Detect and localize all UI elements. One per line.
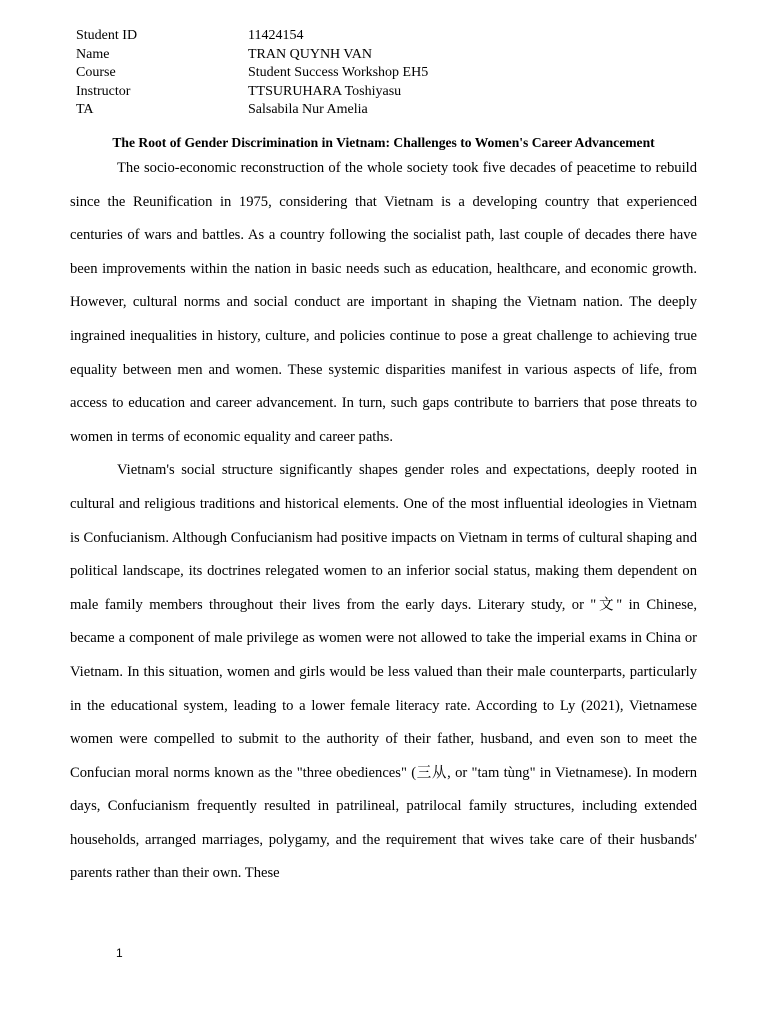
instructor-row: [76, 83, 428, 102]
instructor-label: Instructor: [76, 83, 131, 99]
ta-value: Salsabila Nur Amelia: [248, 102, 368, 117]
course-row: [76, 64, 428, 83]
ta-row: [76, 101, 428, 120]
course-label: Course: [76, 65, 116, 80]
name-row: [76, 46, 428, 65]
ta-label: TA: [76, 102, 94, 117]
paragraph: Vietnam's social structure significantly shapes gender roles and expectations, deeply rooted in cultural and religious traditions and historical elements. One of the most influential ideologies in Vietnam is Confucianism. Although Confucianism had positive impacts on Vietnam in terms of cultural shaping and political landscape, its doctrines relegated women to an inferior social status, making them dependent on male family members throughout their lives from the early days. Literary study, or "文" in Chinese, became a component of male privilege as women were not allowed to take the imperial exams in China or Vietnam. In this situation, women and girls would be less valued than their male counterparts, particularly in the educational system, leading to a lower female literacy rate. According to Ly (2021), Vietnamese women were compelled to submit to the authority of their father, husband, and even son to meet the Confucian moral norms known as the "three obediences" (三从, or "tam tùng" in Vietnamese). In modern days, Confucianism frequently resulted in patrilineal, patrilocal family structures, including extended households, arranged marriages, polygamy, and the requirement that wives take care of their husbands' parents rather than their own. These: [70, 462, 697, 882]
student-info-table: [76, 27, 428, 120]
name-value: TRAN QUYNH VAN: [248, 46, 372, 62]
document-title: The Root of Gender Discrimination in Vietnam: Challenges to Women's Career Advancement: [112, 135, 655, 150]
instructor-value: TTSURUHARA Toshiyasu: [248, 83, 402, 99]
student-id-label: Student ID: [76, 28, 138, 43]
paragraph: The socio-economic reconstruction of the whole society took five decades of peacetime to rebuild since the Reunification in 1975, considering that Vietnam is a developing country that experienced centuries of wars and battles. As a country following the socialist path, last couple of decades there have been improvements within the nation in basic needs such as education, healthcare, and economic growth. However, cultural norms and social conduct are important in shaping the Vietnam nation. The deeply ingrained inequalities in history, culture, and policies continue to pose a great challenge to achieving true equality between men and women. These systemic disparities manifest in various aspects of life, from access to education and career advancement. In turn, such gaps contribute to barriers that pose threats to women in terms of economic equality and career paths.: [70, 160, 697, 445]
page-number: 1: [116, 946, 123, 960]
body-text: [70, 152, 697, 891]
student-id-value: 11424154: [248, 28, 304, 43]
student-id-row: [76, 27, 428, 46]
course-value: Student Success Workshop EH5: [248, 65, 429, 80]
name-label: Name: [76, 46, 110, 62]
